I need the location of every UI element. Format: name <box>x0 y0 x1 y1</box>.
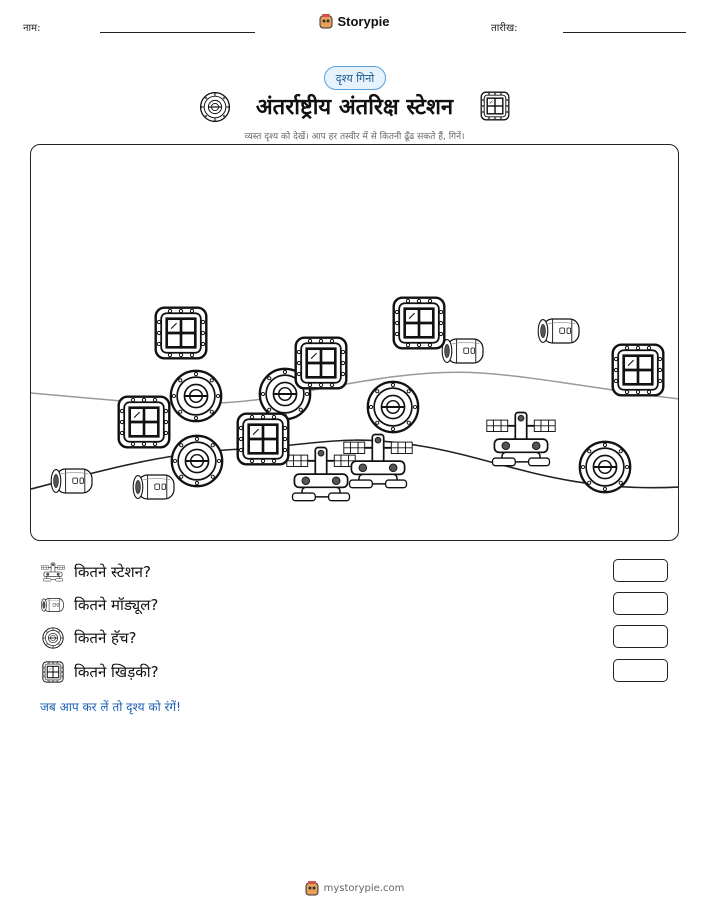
scene-window-6 <box>238 414 289 465</box>
question-label: कितने हॅच? <box>74 629 137 647</box>
instructions: व्यस्त दृश्य को देखें। आप हर तस्वीर में से कितनी ढूँढ सकते हैं, गिनें। <box>244 132 465 142</box>
hatch-icon <box>40 627 66 649</box>
scene-window-4 <box>394 298 445 349</box>
name-line[interactable] <box>100 32 255 33</box>
brand-logo <box>0 13 709 29</box>
scene-window-1 <box>156 308 207 359</box>
module-icon <box>40 594 66 616</box>
storypie-mascot-icon <box>319 13 333 29</box>
name-label: नाम: <box>23 23 41 34</box>
coloring-note: जब आप कर लें तो दृश्य को रंगें! <box>40 700 181 714</box>
answer-box-stations[interactable] <box>613 559 668 582</box>
scene-station-1 <box>287 448 355 501</box>
footer <box>0 880 709 896</box>
scene-illustration <box>31 145 679 541</box>
question-row-windows <box>40 659 670 685</box>
question-row-stations <box>40 559 670 585</box>
date-line[interactable] <box>563 32 686 33</box>
question-label: कितने खिड़की? <box>74 663 159 681</box>
page-title: अंतर्राष्ट्रीय अंतरिक्ष स्टेशन <box>255 95 454 120</box>
date-label: तारीख: <box>491 23 518 34</box>
brand-name: Storypie <box>337 13 390 29</box>
window-icon <box>480 91 510 121</box>
scene-module-1 <box>51 469 92 493</box>
scene-window-2 <box>119 397 170 448</box>
scene-window-3 <box>296 338 347 389</box>
counting-scene <box>30 144 679 541</box>
storypie-mascot-icon <box>305 880 319 896</box>
question-label: कितने मॉड्यूल? <box>74 596 159 614</box>
scene-station-3 <box>487 413 555 466</box>
scene-hatch-5 <box>580 442 630 492</box>
scene-module-3 <box>442 339 483 363</box>
scene-hatch-3 <box>368 382 418 432</box>
footer-site: mystorypie.com <box>323 882 405 894</box>
answer-box-windows[interactable] <box>613 659 668 682</box>
scene-hatch-4 <box>172 436 222 486</box>
question-row-hatches <box>40 625 670 651</box>
activity-badge: दृश्य गिनो <box>324 66 386 90</box>
question-row-modules <box>40 592 670 618</box>
question-label: कितने स्टेशन? <box>74 563 151 581</box>
scene-module-2 <box>133 475 174 499</box>
scene-window-5 <box>613 345 664 396</box>
scene-hatch-1 <box>171 371 221 421</box>
window-icon <box>40 661 66 683</box>
scene-station-2 <box>344 435 412 488</box>
scene-module-4 <box>538 319 579 343</box>
answer-box-modules[interactable] <box>613 592 668 615</box>
station-icon <box>40 561 66 583</box>
answer-box-hatches[interactable] <box>613 625 668 648</box>
